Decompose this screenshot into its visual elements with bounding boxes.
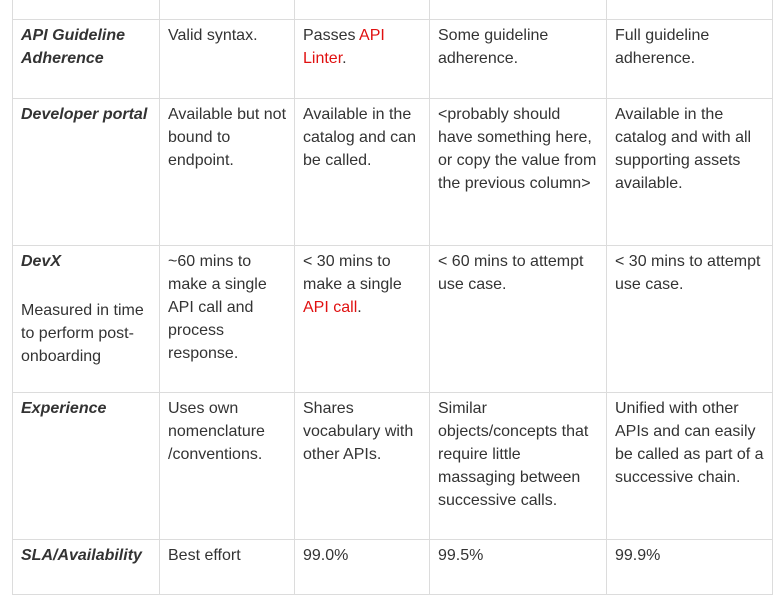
table-cell: Available but not bound to endpoint. — [160, 99, 295, 246]
row-header: SLA/Availability — [13, 540, 160, 595]
api-call-link[interactable]: API call — [303, 299, 358, 316]
table-cell: 99.0% — [295, 540, 430, 595]
table-cell: ~60 mins to make a single API call and process response. — [160, 246, 295, 393]
table-cell — [295, 20, 430, 99]
table-row — [13, 393, 773, 540]
row-header-title: DevX — [21, 253, 62, 270]
row-header-subtitle: Measured in time to perform post-onboarding — [21, 302, 144, 365]
table-cell — [607, 0, 773, 20]
cell-text: . — [357, 299, 362, 316]
table-cell: Available in the catalog and can be called. — [295, 99, 430, 246]
table-row — [13, 540, 773, 595]
table-row — [13, 99, 773, 246]
table-cell: < 60 mins to attempt use case. — [430, 246, 607, 393]
table-cell: 99.5% — [430, 540, 607, 595]
table-cell: Full guideline adherence. — [607, 20, 773, 99]
row-header: Developer portal — [13, 99, 160, 246]
table-cell: Available in the catalog and with all supporting assets available. — [607, 99, 773, 246]
table-cell — [13, 0, 160, 20]
cell-text: < 30 mins to make a single — [303, 253, 402, 293]
table-cell: Best effort — [160, 540, 295, 595]
table-cell: Valid syntax. — [160, 20, 295, 99]
maturity-table — [12, 0, 773, 595]
row-header: API Guideline Adherence — [13, 20, 160, 99]
api-linter-link[interactable]: API Linter — [303, 27, 385, 67]
table-cell: Similar objects/concepts that require little massaging between successive calls. — [430, 393, 607, 540]
row-header: Experience — [13, 393, 160, 540]
table-cell: < 30 mins to attempt use case. — [607, 246, 773, 393]
table-cell: Unified with other APIs and can easily be called as part of a successive chain. — [607, 393, 773, 540]
table-cell: Some guideline adherence. — [430, 20, 607, 99]
table-cell: 99.9% — [607, 540, 773, 595]
table-cell — [295, 246, 430, 393]
table-row — [13, 20, 773, 99]
row-header — [13, 246, 160, 393]
table-cell: Shares vocabulary with other APIs. — [295, 393, 430, 540]
table-cell — [430, 0, 607, 20]
table-cell — [160, 0, 295, 20]
table-row — [13, 246, 773, 393]
table-cell: <probably should have something here, or copy the value from the previous column> — [430, 99, 607, 246]
cell-text: Passes — [303, 27, 360, 44]
table-row — [13, 0, 773, 20]
cell-text: . — [342, 50, 347, 67]
table-cell: Uses own nomenclature /conventions. — [160, 393, 295, 540]
table-cell — [295, 0, 430, 20]
